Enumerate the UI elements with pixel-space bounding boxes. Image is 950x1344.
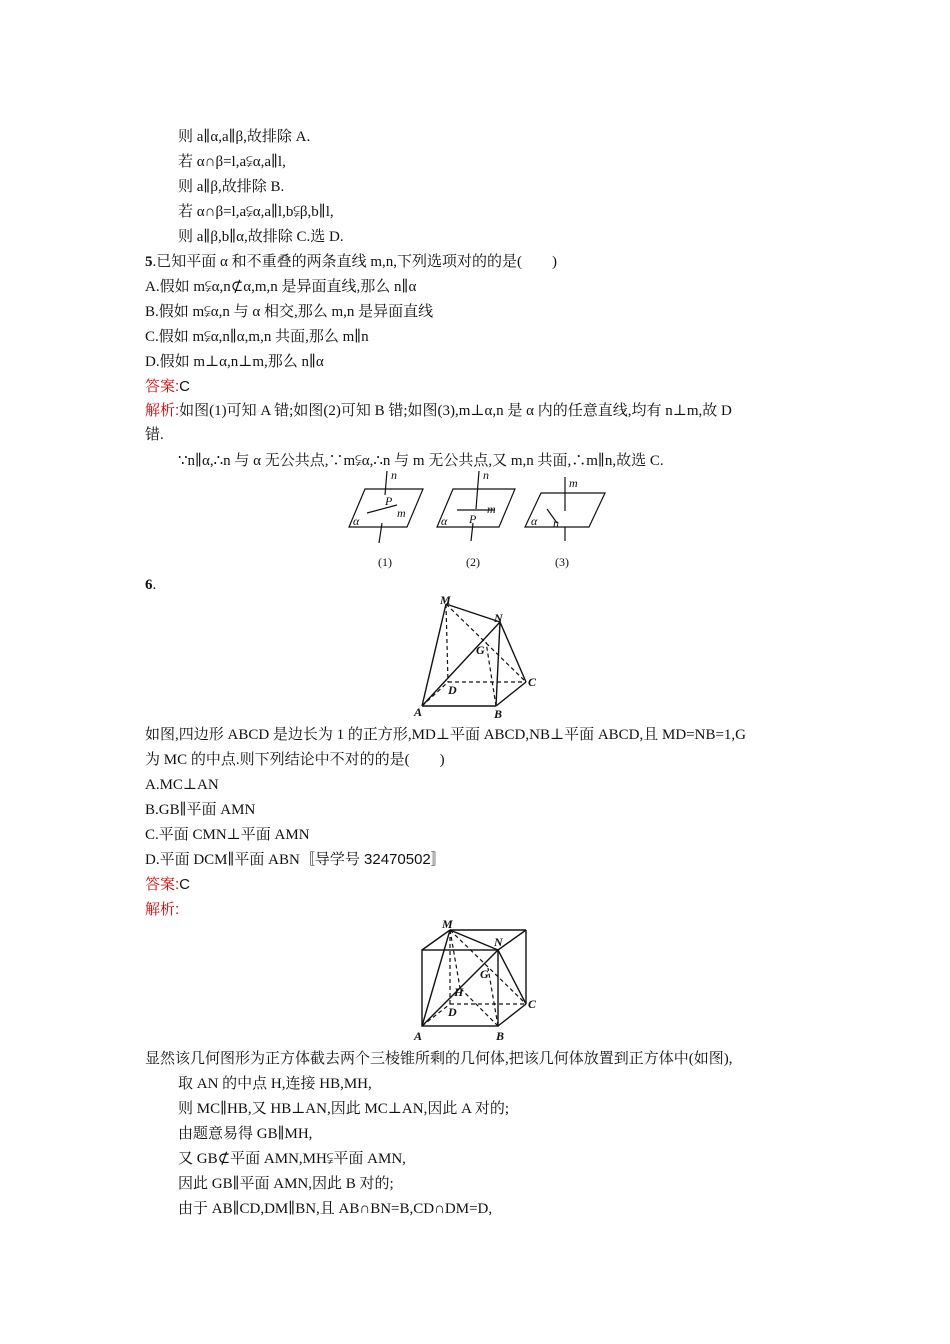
q6-stem-line-1: 如图,四边形 ABCD 是边长为 1 的正方形,MD⊥平面 ABCD,NB⊥平面 ABCD,且 MD=NB=1,G: [145, 727, 747, 743]
fig6a-label-a: A: [414, 705, 423, 719]
fig6a-label-d: D: [448, 683, 457, 697]
q5-analysis-line-3: ∵n∥α,∴n 与 α 无公共点,∵m⫋α,∴n 与 m 无公共点,又 m,n 共面,∴m∥n,故选 C.: [178, 453, 664, 469]
line-n-1: [385, 471, 387, 495]
intro-line-3: 则 a∥β,故排除 B.: [178, 179, 285, 195]
fig1-caption: (1): [378, 555, 392, 569]
intro-line-4: 若 α∩β=l,a⫋α,a∥l,b⫋β,b∥l,: [178, 204, 334, 220]
q6-analysis-label-line: [145, 900, 179, 920]
fig2-label-p: P: [469, 512, 477, 526]
fig6a-label-c: C: [528, 675, 537, 689]
fig6a-label-m: M: [440, 593, 451, 607]
q6-analysis-line-3: 则 MC∥HB,又 HB⊥AN,因此 MC⊥AN,因此 A 对的;: [178, 1101, 510, 1117]
line-n-1-below: [379, 523, 382, 543]
q6-answer: [145, 875, 190, 895]
q6-analysis-line-7: 由于 AB∥CD,DM∥BN,且 AB∩BN=B,CD∩DM=D,: [178, 1201, 493, 1217]
q6-analysis-line-6: 因此 GB∥平面 AMN,因此 B 对的;: [178, 1176, 394, 1192]
q6-dot: .: [152, 577, 157, 593]
fig2-label-n: n: [483, 468, 489, 482]
q6-stem-line-2: 为 MC 的中点.则下列结论中不对的的是( ): [145, 752, 445, 768]
fig1-label-m: m: [397, 506, 406, 520]
q5-option-c: C.假如 m⫋α,n∥α,m,n 共面,那么 m∥n: [145, 329, 369, 345]
fig6b-label-a: A: [414, 1029, 423, 1043]
q6-analysis-line-4: 由题意易得 GB∥MH,: [178, 1126, 313, 1142]
fig2-label-m: m: [487, 502, 496, 516]
q6-figure-1: [410, 593, 540, 721]
q6-figure-2: [408, 916, 548, 1046]
q6-option-a: A.MC⊥AN: [145, 777, 219, 793]
fig6b-label-n: N: [494, 935, 503, 949]
fig3-label-m: m: [569, 476, 578, 490]
q6-number: 6: [145, 577, 153, 593]
q6-analysis-line-2: 取 AN 的中点 H,连接 HB,MH,: [178, 1076, 372, 1092]
line-n-2: [476, 471, 479, 509]
q5-analysis-label: 解析:: [145, 402, 180, 419]
q6-analysis-label: 解析:: [145, 901, 180, 918]
fig6b-label-c: C: [528, 997, 537, 1011]
q5-option-a: A.假如 m⫋α,n⊄α,m,n 是异面直线,那么 n∥α: [145, 279, 417, 295]
intro-line-2: 若 α∩β=l,a⫋α,a∥l,: [178, 154, 286, 170]
fig1-label-alpha: α: [353, 514, 360, 528]
fig2-caption: (2): [466, 555, 480, 569]
q5-analysis-line-2: 错.: [145, 427, 164, 443]
q6-number-line: [145, 575, 156, 595]
q6-guide-number: 〚导学号 32470502〛: [299, 851, 446, 868]
intro-line-5: 则 a∥β,b∥α,故排除 C.选 D.: [178, 229, 344, 245]
q6-option-d-text: D.平面 DCM∥平面 ABN: [145, 852, 300, 868]
q5-analysis-line-1: [145, 401, 732, 421]
fig6b-label-b: B: [496, 1029, 505, 1043]
line-m-1: [367, 505, 397, 513]
fig6b-label-h: H: [454, 985, 464, 999]
fig2-label-alpha: α: [441, 514, 448, 528]
q6-answer-value: C: [179, 876, 191, 893]
q6-option-c: C.平面 CMN⊥平面 AMN: [145, 827, 310, 843]
q5-stem-text: .已知平面 α 和不重叠的两条直线 m,n,下列选项对的的是( ): [152, 254, 558, 270]
q5-option-d: D.假如 m⊥α,n⊥m,那么 n∥α: [145, 354, 324, 370]
fig3-label-n: n: [553, 516, 559, 530]
q5-answer-value: C: [179, 378, 191, 395]
q5-stem: [145, 252, 557, 272]
q6-analysis-line-1: 显然该几何图形为正方体截去两个三棱锥所剩的几何体,把该几何体放置到正方体中(如图),: [145, 1051, 733, 1067]
fig6a-label-b: B: [494, 707, 503, 721]
q5-figures: [335, 465, 635, 575]
q5-analysis-text-1: 如图(1)可知 A 错;如图(2)可知 B 错;如图(3),m⊥α,n 是 α 内的任意直线,均有 n⊥m,故 D: [179, 403, 732, 419]
q6-option-d: [145, 850, 446, 870]
fig6b-label-g: G: [480, 967, 489, 981]
fig6b-label-d: D: [448, 1005, 457, 1019]
fig6a-label-g: G: [476, 643, 485, 657]
fig3-caption: (3): [555, 555, 569, 569]
q5-answer: [145, 377, 190, 397]
q6-analysis-line-5: 又 GB⊄平面 AMN,MH⫋平面 AMN,: [178, 1151, 406, 1167]
q6-answer-label: 答案:: [145, 876, 180, 893]
fig1-label-n: n: [391, 468, 397, 482]
fig6b-label-m: M: [442, 917, 453, 931]
fig6a-label-n: N: [494, 611, 503, 625]
q5-option-b: B.假如 m⫋α,n 与 α 相交,那么 m,n 是异面直线: [145, 304, 434, 320]
q5-number: 5: [145, 254, 153, 270]
fig3-label-alpha: α: [531, 514, 538, 528]
fig1-label-p: P: [385, 494, 393, 508]
intro-line-1: 则 a∥α,a∥β,故排除 A.: [178, 129, 311, 145]
q6-option-b: B.GB∥平面 AMN: [145, 802, 256, 818]
q5-answer-label: 答案:: [145, 378, 180, 395]
